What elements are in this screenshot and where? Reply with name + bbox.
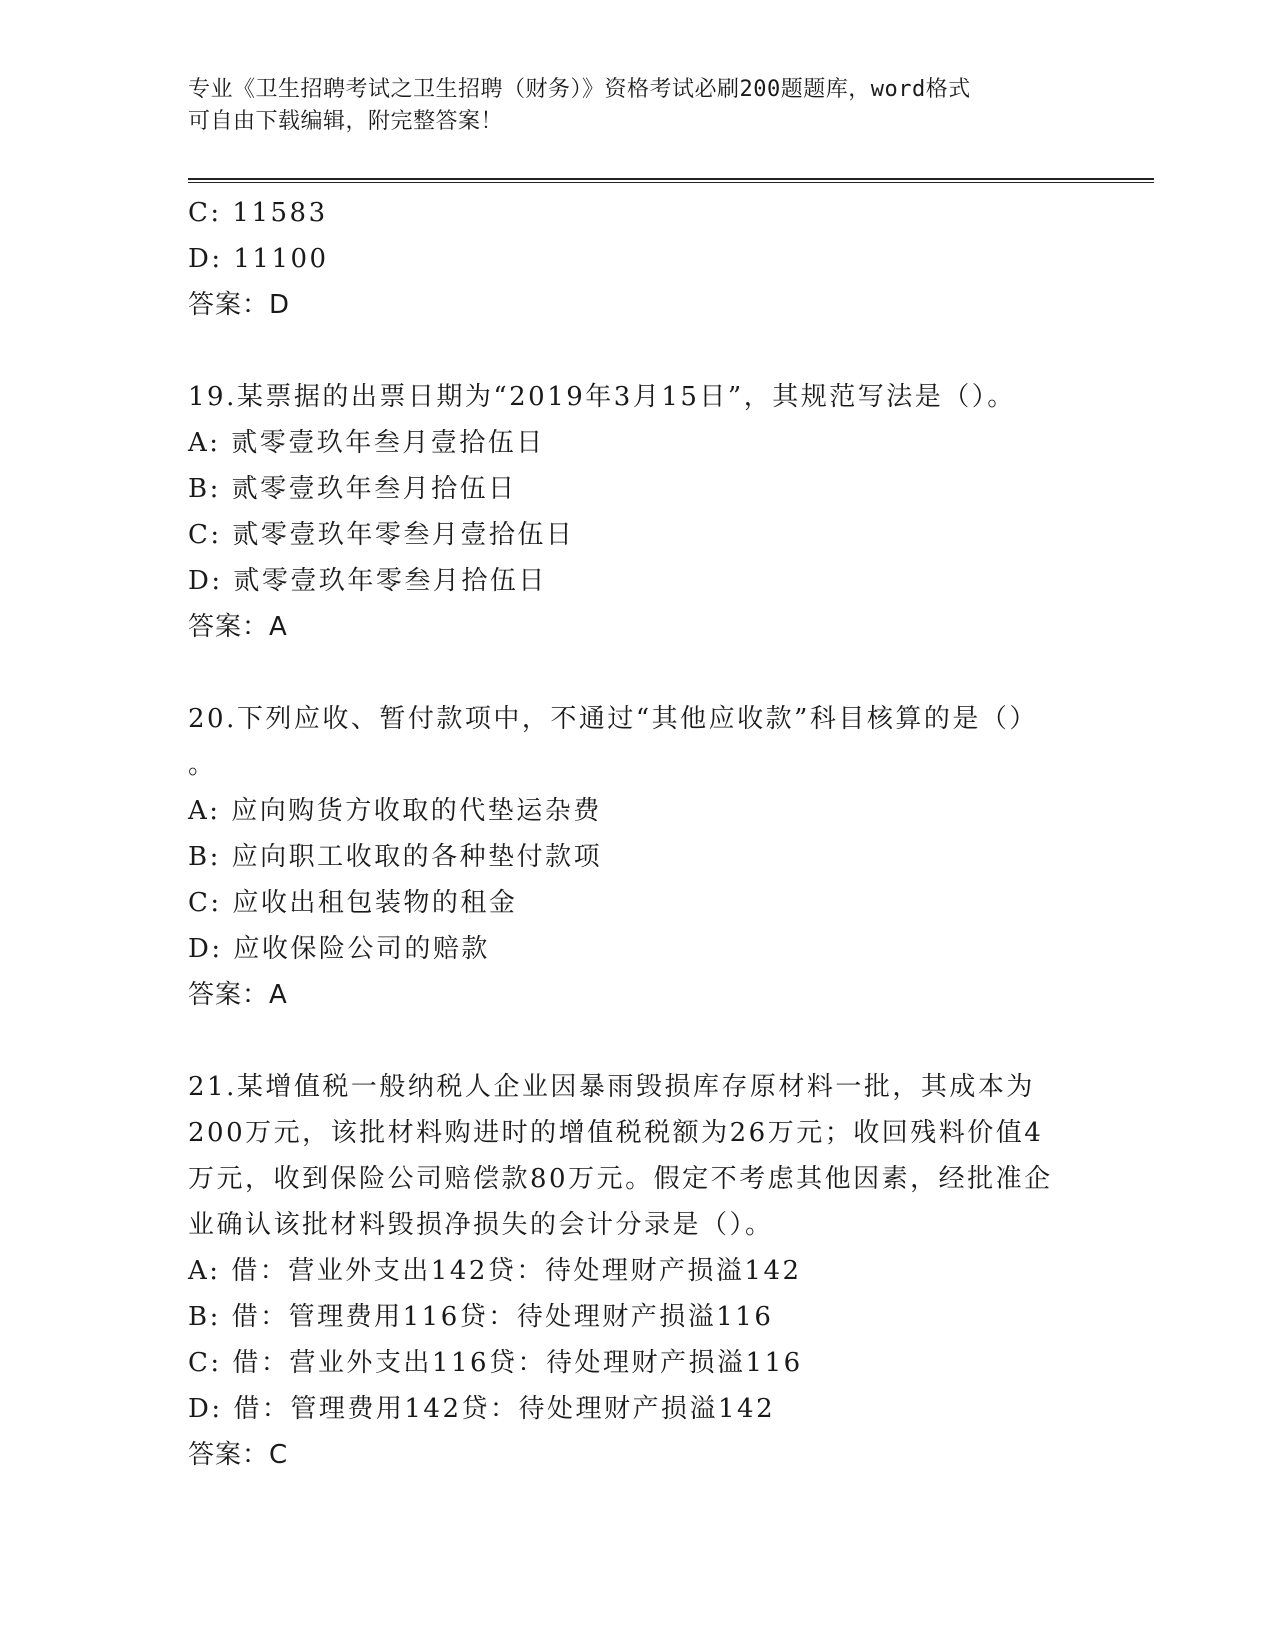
option-d: D: 借：管理费用142贷：待处理财产损溢142: [188, 1394, 776, 1424]
option-c: C: 应收出租包装物的租金: [188, 888, 518, 918]
answer: 答案：A: [188, 980, 288, 1010]
question-text-line-4: 业确认该批材料毁损净损失的会计分录是（）。: [188, 1210, 774, 1240]
option-a: A: 贰零壹玖年叁月壹拾伍日: [188, 428, 545, 458]
question-text-line-2: 。: [188, 750, 217, 780]
answer: 答案：C: [188, 1440, 289, 1470]
option-b: B: 借：管理费用116贷：待处理财产损溢116: [188, 1302, 774, 1332]
prev-question: [188, 190, 1088, 328]
option-b: B: 贰零壹玖年叁月拾伍日: [188, 474, 517, 504]
option-c: C: 11583: [188, 198, 328, 228]
answer: 答案：D: [188, 290, 291, 320]
question-text-line-1: 21.某增值税一般纳税人企业因暴雨毁损库存原材料一批，其成本为: [188, 1072, 1035, 1102]
question-20: [188, 696, 1088, 1018]
header-line-2: 可自由下载编辑，附完整答案！: [188, 109, 504, 134]
document-body: [188, 190, 1088, 1478]
header-line-1: 专业《卫生招聘考试之卫生招聘（财务）》资格考试必刷200题题库，word格式: [188, 77, 971, 102]
question-text-line-1: 20.下列应收、暂付款项中，不通过“其他应收款”科目核算的是（）: [188, 704, 1038, 734]
option-a: A: 借：营业外支出142贷：待处理财产损溢142: [188, 1256, 802, 1286]
question-21: [188, 1064, 1088, 1478]
option-d: D: 应收保险公司的赔款: [188, 934, 490, 964]
document-header: [188, 74, 1068, 138]
option-c: C: 借：营业外支出116贷：待处理财产损溢116: [188, 1348, 803, 1378]
spacer: [188, 1018, 1088, 1064]
spacer: [188, 650, 1088, 696]
answer: 答案：A: [188, 612, 288, 642]
header-divider: [188, 178, 1154, 183]
question-19: [188, 374, 1088, 650]
option-d: D: 贰零壹玖年零叁月拾伍日: [188, 566, 547, 596]
question-text-line-3: 万元，收到保险公司赔偿款80万元。假定不考虑其他因素，经批准企: [188, 1164, 1053, 1194]
spacer: [188, 328, 1088, 374]
option-c: C: 贰零壹玖年零叁月壹拾伍日: [188, 520, 575, 550]
question-text: 19.某票据的出票日期为“2019年3月15日”，其规范写法是（）。: [188, 382, 1016, 412]
option-d: D: 11100: [188, 244, 329, 274]
option-b: B: 应向职工收取的各种垫付款项: [188, 842, 603, 872]
question-text-line-2: 200万元，该批材料购进时的增值税税额为26万元；收回残料价值4: [188, 1118, 1044, 1148]
option-a: A: 应向购货方收取的代垫运杂费: [188, 796, 602, 826]
